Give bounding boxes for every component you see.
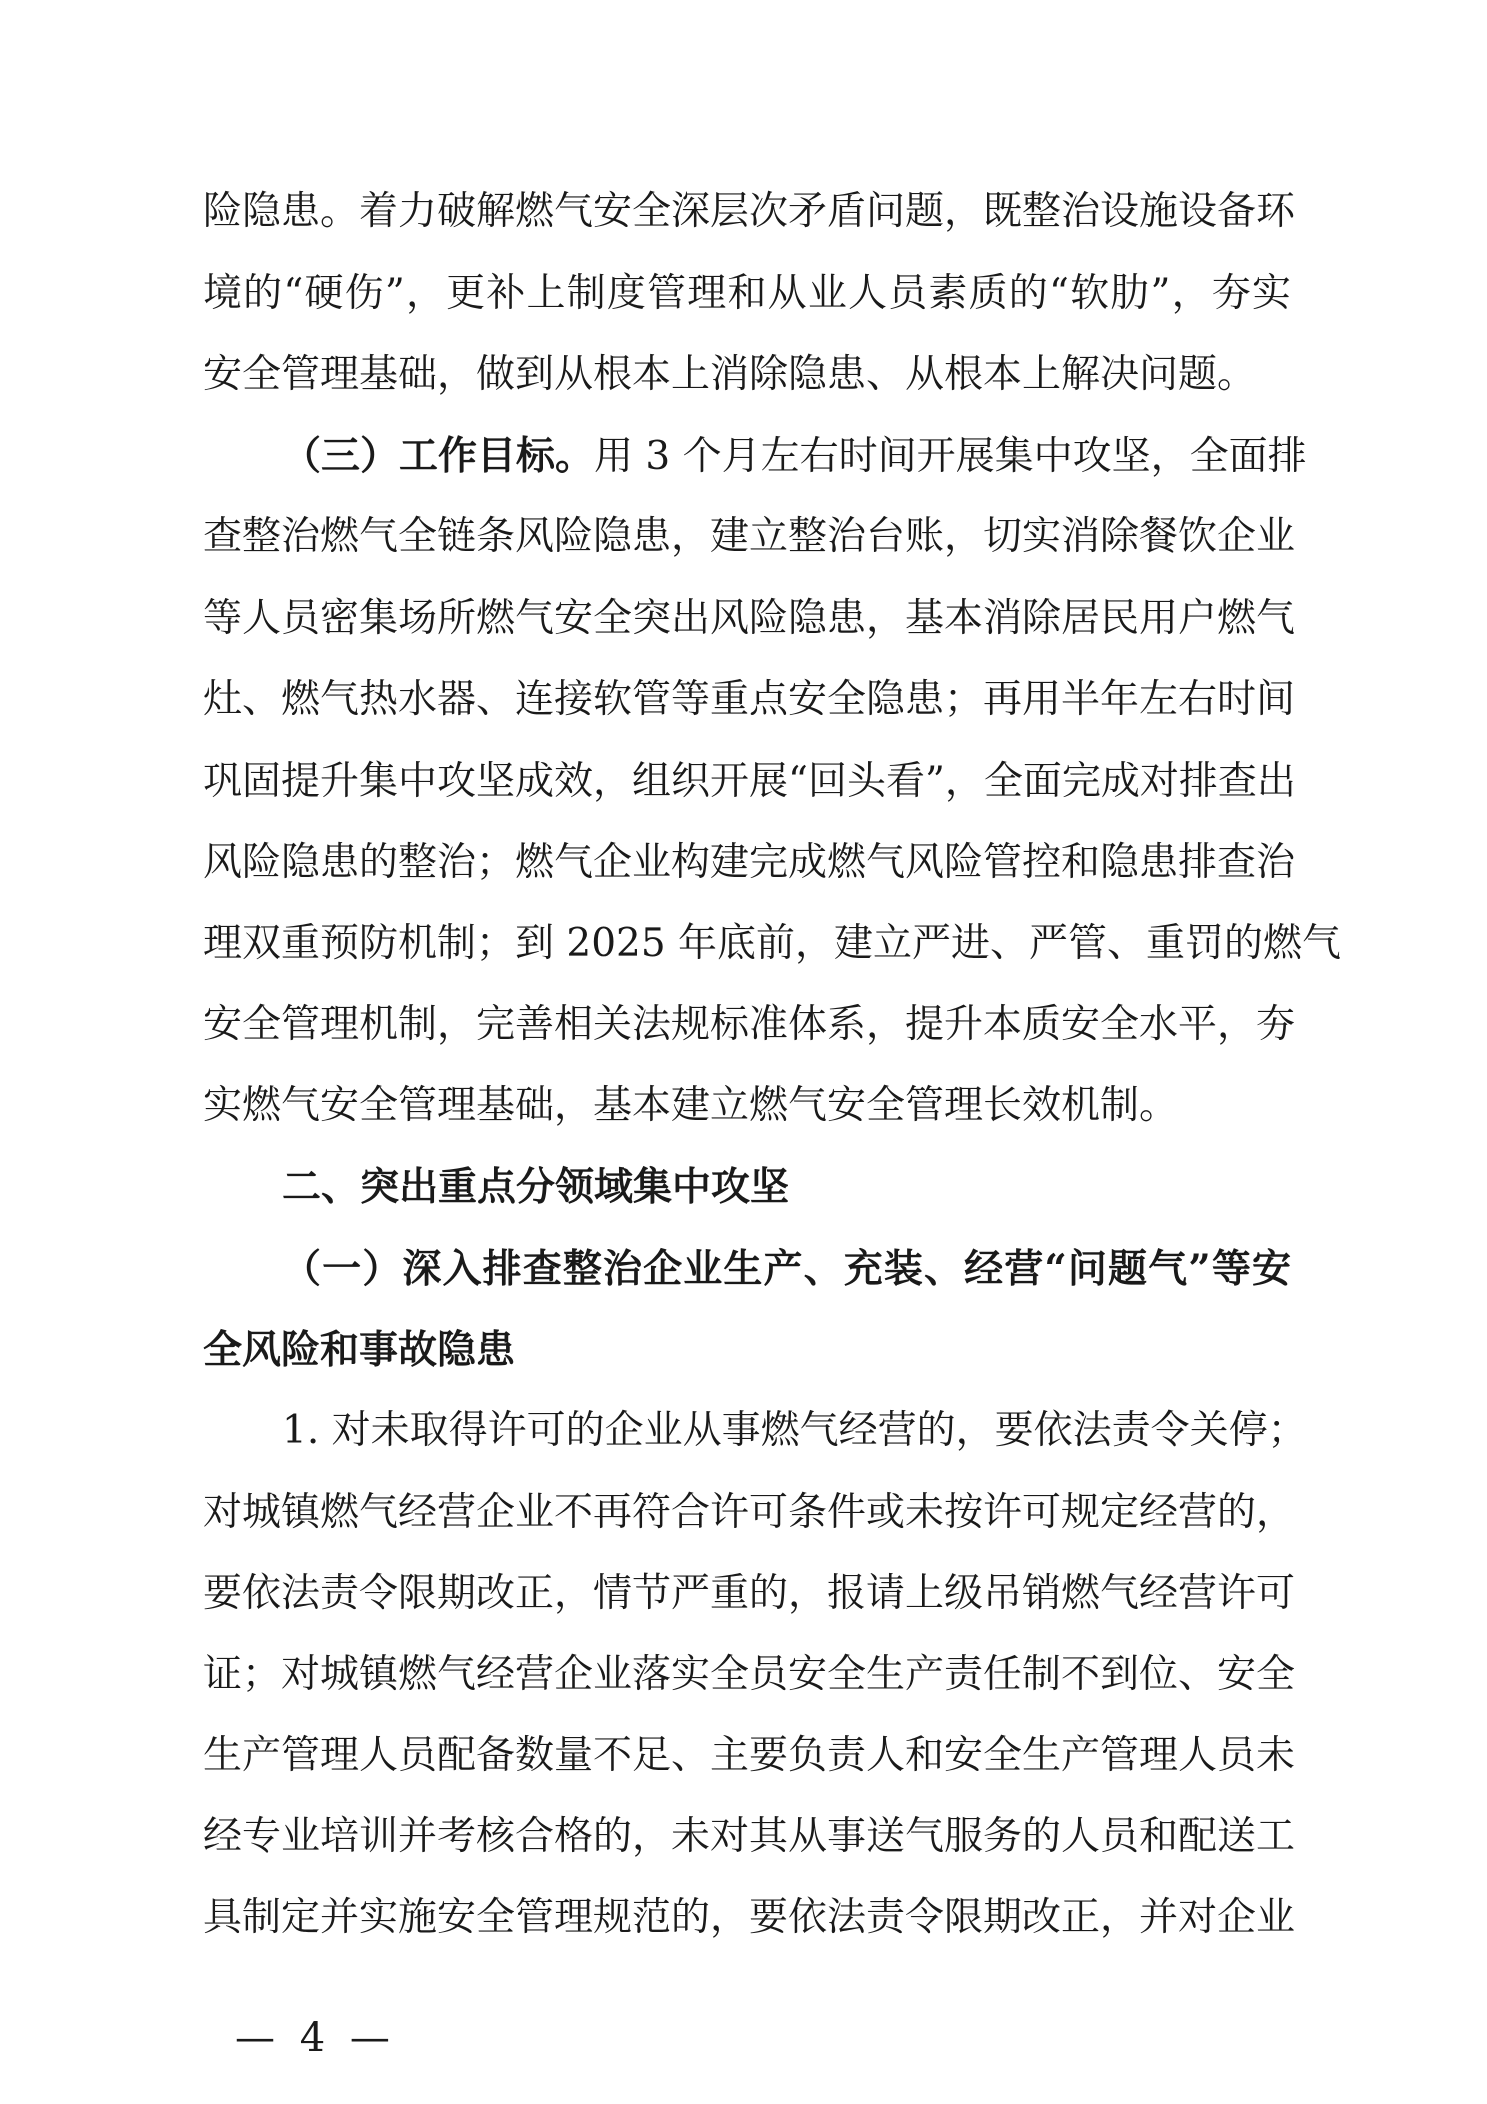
paragraph1-line-3: 安全管理基础，做到从根本上消除隐患、从根本上解决问题。 [203, 352, 1257, 397]
paragraph1-line-2: 境的“硬伤”，更补上制度管理和从业人员素质的“软肋”，夯实 [203, 271, 1291, 316]
paragraph2-line-3: 等人员密集场所燃气安全突出风险隐患，基本消除居民用户燃气 [203, 596, 1296, 641]
paragraph2-line-5: 巩固提升集中攻坚成效，组织开展“回头看”，全面完成对排查出 [203, 759, 1296, 804]
paragraph2-line-4: 灶、燃气热水器、连接软管等重点安全隐患；再用半年左右时间 [203, 677, 1296, 722]
subsection-heading-line-1: （一）深入排查整治企业生产、充装、经营“问题气”等安 [282, 1246, 1291, 1292]
paragraph2-line-1 [282, 426, 1307, 486]
paragraph2-line-9: 实燃气安全管理基础，基本建立燃气安全管理长效机制。 [203, 1083, 1179, 1128]
paragraph3-line-5: 生产管理人员配备数量不足、主要负责人和安全生产管理人员未 [203, 1733, 1296, 1778]
section-heading: 二、突出重点分领域集中攻坚 [282, 1165, 790, 1210]
paragraph3-line-2: 对城镇燃气经营企业不再符合许可条件或未按许可规定经营的， [203, 1490, 1296, 1535]
paragraph2-first-line-text: 用 3 个月左右时间开展集中攻坚，全面排 [594, 434, 1307, 479]
subsection-heading-line-2: 全风险和事故隐患 [203, 1327, 516, 1373]
work-goal-label: （三）工作目标。 [282, 433, 595, 479]
paragraph2-line-8: 安全管理机制，完善相关法规标准体系，提升本质安全水平，夯 [203, 1002, 1296, 1047]
paragraph2-line-6: 风险隐患的整治；燃气企业构建完成燃气风险管控和隐患排查治 [203, 840, 1296, 885]
page-number: — 4 — [235, 2015, 396, 2061]
paragraph3-line-3: 要依法责令限期改正，情节严重的，报请上级吊销燃气经营许可 [203, 1571, 1296, 1616]
paragraph3-line-7: 具制定并实施安全管理规范的，要依法责令限期改正，并对企业 [203, 1895, 1296, 1940]
paragraph2-line-7: 理双重预防机制；到 2025 年底前，建立严进、严管、重罚的燃气 [203, 921, 1342, 966]
paragraph3-line-1: 1. 对未取得许可的企业从事燃气经营的，要依法责令关停； [282, 1408, 1307, 1453]
paragraph2-line-2: 查整治燃气全链条风险隐患，建立整治台账，切实消除餐饮企业 [203, 514, 1296, 559]
paragraph3-line-6: 经专业培训并考核合格的，未对其从事送气服务的人员和配送工 [203, 1814, 1296, 1859]
paragraph3-line-4: 证；对城镇燃气经营企业落实全员安全生产责任制不到位、安全 [203, 1652, 1296, 1697]
paragraph1-line-1: 险隐患。着力破解燃气安全深层次矛盾问题，既整治设施设备环 [203, 189, 1296, 234]
